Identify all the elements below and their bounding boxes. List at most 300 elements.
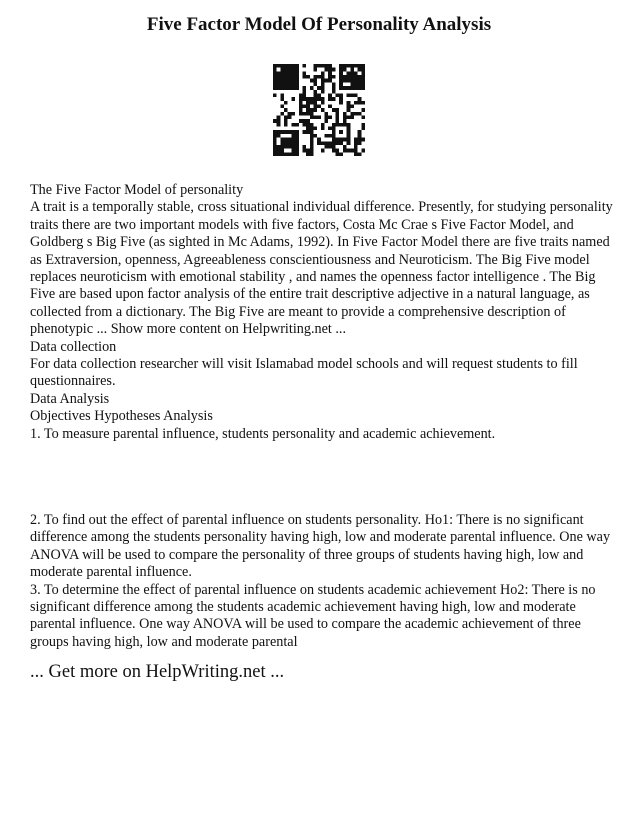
qr-module [339, 97, 343, 101]
qr-module [328, 127, 332, 131]
qr-module [358, 152, 362, 156]
qr-module [295, 86, 299, 90]
qr-module [291, 145, 295, 149]
qr-module [332, 149, 336, 153]
qr-module [295, 134, 299, 138]
qr-module [361, 82, 365, 86]
qr-module [306, 119, 310, 123]
qr-module [343, 145, 347, 149]
qr-module [350, 116, 354, 120]
qr-module [321, 97, 325, 101]
qr-module [306, 104, 310, 108]
qr-module [295, 149, 299, 153]
qr-module [291, 86, 295, 90]
qr-module [328, 75, 332, 79]
qr-module [273, 130, 277, 134]
objective-item-2: 2. To find out the effect of parental influence on students personality. Ho1: There is no significant difference among the students personality having high, low and moderate parental influence. One way ANOVA will be used to compare the personality of three groups of students having high, low and moderate parental influence. [30, 512, 611, 581]
qr-module [347, 130, 351, 134]
qr-module [343, 116, 347, 120]
qr-module [313, 79, 317, 83]
qr-module [302, 123, 306, 127]
qr-module [277, 130, 281, 134]
qr-module [317, 138, 321, 142]
qr-module [347, 127, 351, 131]
qr-module [339, 71, 343, 75]
main-text-block [30, 182, 615, 443]
qr-module [361, 116, 365, 120]
qr-module [325, 79, 329, 83]
qr-module [284, 82, 288, 86]
qr-module [277, 71, 281, 75]
qr-module [302, 119, 306, 123]
qr-module [302, 93, 306, 97]
qr-module [310, 130, 314, 134]
qr-module [358, 68, 362, 72]
qr-module [291, 152, 295, 156]
qr-module [280, 152, 284, 156]
qr-module [350, 68, 354, 72]
qr-module [339, 64, 343, 68]
qr-module [325, 64, 329, 68]
qr-module [313, 104, 317, 108]
qr-module [277, 152, 281, 156]
qr-module [358, 138, 362, 142]
qr-module [288, 130, 292, 134]
qr-module [284, 130, 288, 134]
qr-module [313, 97, 317, 101]
qr-module [328, 104, 332, 108]
qr-module [317, 75, 321, 79]
qr-module [328, 68, 332, 72]
qr-module [277, 119, 281, 123]
qr-module [361, 127, 365, 131]
qr-module [347, 116, 351, 120]
qr-module [310, 138, 314, 142]
qr-module [302, 130, 306, 134]
qr-module [277, 149, 281, 153]
qr-module [332, 97, 336, 101]
qr-module [280, 71, 284, 75]
qr-module [325, 68, 329, 72]
qr-module [358, 101, 362, 105]
qr-module [328, 71, 332, 75]
qr-module [339, 123, 343, 127]
qr-module [317, 116, 321, 120]
qr-module [295, 79, 299, 83]
qr-module [343, 112, 347, 116]
qr-module [302, 145, 306, 149]
qr-module [299, 93, 303, 97]
qr-module [354, 93, 358, 97]
qr-module [350, 79, 354, 83]
qr-module [332, 90, 336, 94]
qr-module [313, 101, 317, 105]
qr-module [295, 75, 299, 79]
qr-module [273, 79, 277, 83]
qr-module [361, 71, 365, 75]
qr-module [291, 141, 295, 145]
qr-module [306, 97, 310, 101]
qr-module [343, 64, 347, 68]
qr-module [317, 64, 321, 68]
qr-module [277, 75, 281, 79]
qr-module [310, 112, 314, 116]
qr-module [361, 64, 365, 68]
qr-module [328, 79, 332, 83]
qr-module [339, 138, 343, 142]
qr-module [325, 134, 329, 138]
qr-module [347, 104, 351, 108]
qr-module [339, 68, 343, 72]
qr-module [347, 93, 351, 97]
qr-module [347, 75, 351, 79]
qr-module [343, 79, 347, 83]
qr-module [317, 93, 321, 97]
qr-module [310, 152, 314, 156]
qr-module [361, 75, 365, 79]
qr-module [343, 86, 347, 90]
qr-module [310, 145, 314, 149]
qr-module [277, 82, 281, 86]
qr-module [291, 82, 295, 86]
document-title: Five Factor Model Of Personality Analysis [146, 14, 492, 35]
qr-module [284, 86, 288, 90]
qr-module [284, 68, 288, 72]
qr-module [313, 134, 317, 138]
qr-module [325, 119, 329, 123]
qr-module [332, 130, 336, 134]
qr-module [354, 145, 358, 149]
qr-module [288, 75, 292, 79]
qr-module [273, 71, 277, 75]
qr-module [347, 149, 351, 153]
qr-module [354, 82, 358, 86]
qr-module [299, 97, 303, 101]
qr-module [332, 141, 336, 145]
qr-module [280, 97, 284, 101]
qr-module [280, 138, 284, 142]
qr-module [332, 75, 336, 79]
qr-module [336, 152, 340, 156]
qr-module [358, 86, 362, 90]
qr-module [291, 149, 295, 153]
qr-module [306, 149, 310, 153]
qr-module [288, 79, 292, 83]
qr-module [361, 123, 365, 127]
qr-module [273, 138, 277, 142]
qr-module [358, 75, 362, 79]
qr-module [321, 101, 325, 105]
qr-module [299, 104, 303, 108]
qr-module [332, 127, 336, 131]
qr-module [280, 130, 284, 134]
qr-module [288, 82, 292, 86]
qr-module [306, 152, 310, 156]
qr-module [302, 112, 306, 116]
qr-module [313, 90, 317, 94]
objectives-text-block [30, 512, 615, 651]
qr-module [347, 134, 351, 138]
qr-module [336, 123, 340, 127]
qr-module [284, 116, 288, 120]
qr-module [288, 152, 292, 156]
qr-module [332, 86, 336, 90]
qr-module [354, 138, 358, 142]
qr-module [273, 145, 277, 149]
qr-module [310, 134, 314, 138]
qr-module [350, 71, 354, 75]
qr-module [284, 71, 288, 75]
qr-module [339, 130, 343, 134]
qr-module [317, 86, 321, 90]
qr-module [302, 71, 306, 75]
qr-module [284, 138, 288, 142]
qr-module [354, 86, 358, 90]
qr-module [347, 101, 351, 105]
qr-module [328, 93, 332, 97]
qr-module [343, 149, 347, 153]
qr-module [295, 141, 299, 145]
qr-module [361, 68, 365, 72]
qr-module [350, 86, 354, 90]
qr-module [310, 149, 314, 153]
qr-module [332, 82, 336, 86]
qr-module [277, 116, 281, 120]
qr-module [273, 152, 277, 156]
qr-module [291, 64, 295, 68]
qr-module [347, 123, 351, 127]
qr-module [273, 86, 277, 90]
qr-module [302, 97, 306, 101]
qr-module [284, 79, 288, 83]
qr-module [277, 79, 281, 83]
qr-module [321, 149, 325, 153]
qr-module [310, 127, 314, 131]
qr-module [310, 123, 314, 127]
qr-module [277, 134, 281, 138]
qr-module [306, 130, 310, 134]
qr-module [361, 101, 365, 105]
qr-module [358, 64, 362, 68]
qr-module [317, 141, 321, 145]
qr-module [361, 79, 365, 83]
qr-module [295, 152, 299, 156]
qr-module [328, 64, 332, 68]
qr-module [332, 123, 336, 127]
qr-module [347, 79, 351, 83]
qr-module [347, 108, 351, 112]
qr-module [299, 112, 303, 116]
qr-module [280, 112, 284, 116]
qr-module [343, 123, 347, 127]
qr-module [313, 93, 317, 97]
qr-module [317, 104, 321, 108]
section-heading-objectives: Objectives Hypotheses Analysis [30, 408, 213, 425]
qr-module [284, 123, 288, 127]
qr-module [299, 101, 303, 105]
qr-module [273, 119, 277, 123]
qr-module [302, 64, 306, 68]
qr-module [339, 82, 343, 86]
qr-module [302, 75, 306, 79]
qr-module [332, 138, 336, 142]
qr-module [321, 123, 325, 127]
qr-module [273, 141, 277, 145]
qr-module [291, 112, 295, 116]
qr-module [354, 75, 358, 79]
qr-code-image [273, 64, 365, 156]
qr-module [343, 68, 347, 72]
qr-module [291, 134, 295, 138]
qr-module [295, 68, 299, 72]
qr-module [310, 141, 314, 145]
qr-module [277, 123, 281, 127]
qr-module [358, 134, 362, 138]
qr-module [336, 116, 340, 120]
qr-module [350, 112, 354, 116]
qr-module [284, 152, 288, 156]
qr-module [273, 64, 277, 68]
qr-module [339, 93, 343, 97]
qr-module [325, 141, 329, 145]
qr-module [310, 108, 314, 112]
qr-module [302, 149, 306, 153]
qr-module [361, 138, 365, 142]
qr-module [288, 138, 292, 142]
qr-module [295, 130, 299, 134]
qr-module [313, 116, 317, 120]
qr-module [321, 127, 325, 131]
qr-module [273, 82, 277, 86]
qr-module [354, 101, 358, 105]
qr-module [321, 108, 325, 112]
qr-module [284, 141, 288, 145]
qr-module [350, 93, 354, 97]
get-more-link[interactable]: ... Get more on HelpWriting.net ... [30, 662, 285, 682]
qr-module [306, 127, 310, 131]
qr-module [321, 86, 325, 90]
qr-module [343, 75, 347, 79]
qr-module [295, 64, 299, 68]
qr-module [288, 116, 292, 120]
qr-module [313, 108, 317, 112]
qr-module [328, 134, 332, 138]
qr-module [350, 104, 354, 108]
qr-module [280, 64, 284, 68]
qr-module [358, 112, 362, 116]
qr-module [354, 149, 358, 153]
qr-module [280, 82, 284, 86]
section-heading-data-collection: Data collection [30, 338, 117, 355]
qr-module [336, 119, 340, 123]
qr-module [336, 93, 340, 97]
qr-module [350, 82, 354, 86]
qr-module [358, 79, 362, 83]
qr-module [280, 68, 284, 72]
qr-module [361, 86, 365, 90]
section-heading-data-analysis: Data Analysis [30, 390, 110, 407]
qr-module [280, 93, 284, 97]
qr-module [295, 145, 299, 149]
qr-module [273, 149, 277, 153]
qr-module [302, 86, 306, 90]
qr-module [277, 86, 281, 90]
qr-module [291, 97, 295, 101]
qr-module [310, 97, 314, 101]
qr-module [347, 141, 351, 145]
qr-module [288, 86, 292, 90]
qr-module [336, 112, 340, 116]
body-paragraph-data-collection: For data collection researcher will visit Islamabad model schools and will request students to fill questionnaires. [30, 356, 578, 390]
body-paragraph-traits: A trait is a temporally stable, cross situational individual difference. Presently, for studying personality traits there are two important models with five factors, Costa Mc Crae s Five Factor Model, and Goldberg s Big Five (as sighted in Mc Adams, 1992). In Five Factor Model there are five traits named as Extraversion, openness, Agreeableness conscientiousness and Neuroticism. The Big Five model replaces neuroticism with emotional stability , and names the openness factor intelligence . The Big Five are based upon factor analysis of the entire trait descriptive adjective in a natural language, as collected from a dictionary. The Big Five are meant to provide a comprehensive description of phenotypic ... Show more content on Helpwriting.net ... [30, 199, 613, 338]
qr-module [310, 79, 314, 83]
qr-module [280, 141, 284, 145]
qr-module [280, 104, 284, 108]
qr-module [302, 104, 306, 108]
qr-module [361, 108, 365, 112]
qr-module [310, 116, 314, 120]
qr-module [350, 75, 354, 79]
qr-module [280, 86, 284, 90]
qr-module [291, 130, 295, 134]
qr-module [354, 79, 358, 83]
qr-module [336, 108, 340, 112]
qr-module [321, 82, 325, 86]
qr-module [273, 68, 277, 72]
qr-module [299, 108, 303, 112]
qr-module [325, 116, 329, 120]
qr-module [336, 149, 340, 153]
qr-module [332, 68, 336, 72]
qr-module [273, 134, 277, 138]
qr-module [328, 141, 332, 145]
qr-module [332, 134, 336, 138]
objective-item-1: 1. To measure parental influence, students personality and academic achievement. [30, 425, 496, 442]
qr-module [310, 86, 314, 90]
qr-module [306, 123, 310, 127]
qr-module [321, 75, 325, 79]
qr-module [284, 75, 288, 79]
qr-module [343, 119, 347, 123]
qr-module [284, 119, 288, 123]
qr-module [291, 75, 295, 79]
qr-module [280, 75, 284, 79]
qr-module [317, 97, 321, 101]
qr-module [288, 64, 292, 68]
qr-module [291, 71, 295, 75]
qr-module [321, 141, 325, 145]
qr-module [295, 138, 299, 142]
qr-module [332, 108, 336, 112]
qr-module [299, 119, 303, 123]
qr-module [288, 112, 292, 116]
qr-module [336, 138, 340, 142]
qr-module [291, 123, 295, 127]
qr-module [273, 75, 277, 79]
qr-module [288, 141, 292, 145]
qr-module [313, 75, 317, 79]
qr-module [310, 101, 314, 105]
qr-module [350, 64, 354, 68]
qr-module [280, 79, 284, 83]
qr-module [295, 82, 299, 86]
qr-module [347, 138, 351, 142]
qr-module [339, 86, 343, 90]
qr-module [306, 108, 310, 112]
qr-module [306, 75, 310, 79]
qr-module [347, 64, 351, 68]
qr-module [313, 82, 317, 86]
